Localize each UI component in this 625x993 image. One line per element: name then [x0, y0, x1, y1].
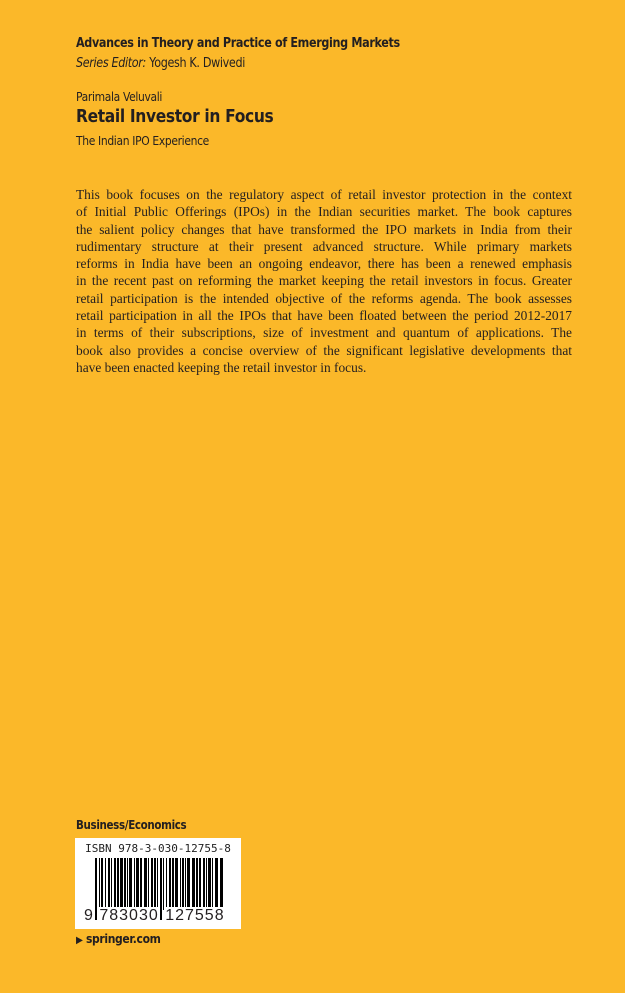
- barcode-bar: [169, 858, 171, 910]
- isbn-text: ISBN 978-3-030-12755-8: [85, 842, 231, 855]
- series-editor: [76, 56, 245, 71]
- barcode-digit-left: 783030: [99, 907, 159, 924]
- barcode-bar: [144, 858, 147, 910]
- barcode-bar: [151, 858, 153, 910]
- barcode-bar: [180, 858, 181, 910]
- blurb-line: of Initial Public Offerings (IPOs) in the Indian securities market. The book captures: [76, 204, 572, 220]
- barcode-bar: [215, 858, 218, 910]
- barcode-digit-lead: 9: [84, 907, 93, 924]
- blurb-line: rudimentary structure at their present advanced structure. While primary markets: [76, 238, 572, 254]
- barcode-bar: [203, 858, 205, 910]
- barcode-bar: [182, 858, 184, 910]
- barcode-bar: [114, 858, 116, 910]
- barcode-bar: [199, 858, 201, 910]
- arrow-right-icon: ▶: [76, 935, 83, 946]
- blurb-line: have been enacted keeping the retail investor in focus.: [76, 359, 367, 375]
- barcode-bar: [136, 858, 139, 910]
- barcode-bar: [101, 858, 103, 910]
- barcode-digit-right: 127558: [165, 907, 225, 924]
- barcode-bar: [187, 858, 190, 910]
- blurb-line: reforms in India have been an ongoing endeavor, there has been a renewed emphasis: [76, 256, 572, 272]
- barcode-bar: [127, 858, 128, 910]
- website-text: springer.com: [85, 932, 161, 946]
- barcode-bar: [212, 858, 213, 910]
- barcode-bar: [148, 858, 149, 910]
- barcode-bar: [172, 858, 174, 910]
- blurb-line: This book focuses on the regulatory aspect of retail investor protection in the context: [76, 187, 572, 202]
- barcode-bar: [196, 858, 198, 910]
- book-subtitle: The Indian IPO Experience: [76, 133, 209, 148]
- barcode-bar: [175, 858, 178, 910]
- category-label: Business/Economics: [76, 818, 187, 832]
- blurb-line: the salient policy changes that have transformed the IPO markets in India from their: [76, 221, 572, 237]
- blurb-line: retail participation in all the IPOs that have been floated between the period 2012-2017: [76, 308, 572, 324]
- barcode-bar: [166, 858, 167, 910]
- barcode-bar: [120, 858, 123, 910]
- book-title: Retail Investor in Focus: [76, 106, 274, 127]
- blurb-line: retail participation is the intended objective of the reforms agenda. The book assesses: [76, 290, 572, 306]
- barcode-bar: [185, 858, 186, 910]
- barcode: [75, 838, 241, 929]
- barcode-bar: [108, 858, 110, 910]
- barcode-bar: [105, 858, 106, 910]
- series-editor-name: Yogesh K. Dwivedi: [149, 56, 245, 71]
- barcode-bar: [208, 858, 211, 910]
- series-editor-label: Series Editor:: [76, 56, 146, 71]
- blurb-line: book also provides a concise overview of the significant legislative developments that: [76, 342, 572, 358]
- blurb-line: in terms of their subscriptions, size of investment and quantum of applications. The: [76, 325, 572, 341]
- website-link[interactable]: [76, 932, 161, 946]
- barcode-bar: [206, 858, 207, 910]
- barcode-bar: [163, 858, 164, 910]
- barcode-bar: [134, 858, 135, 910]
- barcode-bar: [154, 858, 156, 910]
- barcode-bar: [192, 858, 195, 910]
- barcode-bar: [124, 858, 126, 910]
- barcode-bar: [140, 858, 142, 910]
- barcode-bar: [117, 858, 119, 910]
- blurb-line: in the recent past on reforming the market keeping the retail investors in focus. Greater: [76, 273, 572, 289]
- series-title: Advances in Theory and Practice of Emerging Markets: [76, 36, 400, 51]
- barcode-digits: [83, 907, 226, 925]
- barcode-bar: [99, 858, 100, 910]
- barcode-bar: [111, 858, 112, 910]
- barcode-bar: [129, 858, 132, 910]
- blurb: [76, 186, 572, 376]
- author: Parimala Veluvali: [76, 89, 163, 104]
